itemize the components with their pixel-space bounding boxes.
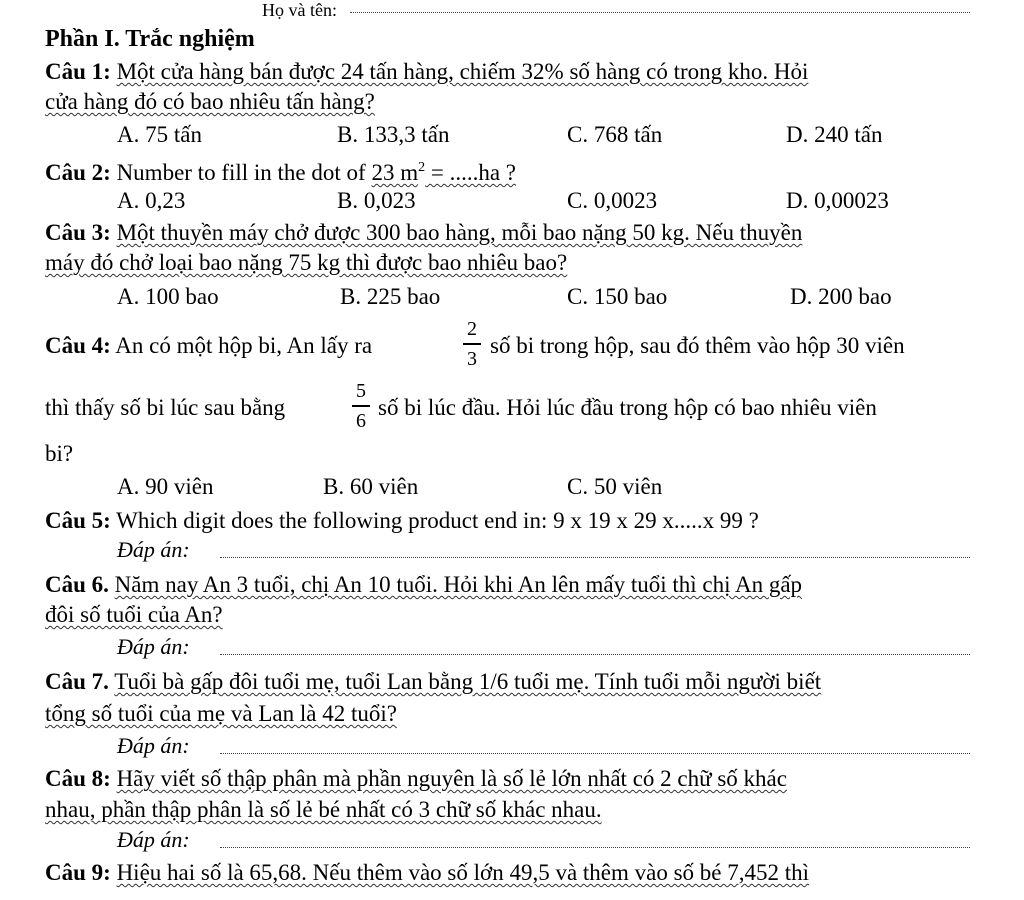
question-2-expr: 23 m	[371, 160, 419, 185]
question-3-label: Câu 3:	[45, 220, 111, 245]
question-8-text-1: Hãy viết số thập phân mà phần nguyên là số lẻ lớn nhất có 2 chữ số khác	[116, 766, 787, 791]
question-6-text-2: đôi số tuổi của An?	[45, 602, 223, 627]
section-title: Phần I. Trắc nghiệm	[45, 26, 255, 52]
name-label: Họ và tên:	[262, 0, 337, 20]
question-2-line	[45, 154, 516, 187]
question-7-answer-label: Đáp án:	[117, 733, 190, 758]
question-1-text-1: Một cửa hàng bán được 24 tấn hàng, chiếm 32% số hàng có trong kho. Hỏi	[116, 59, 809, 84]
question-6-answer-label: Đáp án:	[117, 634, 190, 659]
q4-option-a[interactable]: A. 90 viên	[117, 474, 214, 499]
question-8-label: Câu 8:	[45, 766, 111, 791]
q3-option-b[interactable]: B. 225 bao	[340, 284, 441, 309]
fraction-2-bar	[352, 405, 370, 407]
name-field-dots[interactable]	[350, 12, 970, 13]
question-9-text-1: Hiệu hai số là 65,68. Nếu thêm vào số lớn 49,5 và thêm vào số bé 7,452 thì	[116, 860, 810, 885]
question-1-label: Câu 1:	[45, 59, 111, 84]
q4-option-c[interactable]: C. 50 viên	[567, 474, 663, 499]
question-4-text-2b: số bi lúc đầu. Hỏi lúc đầu trong hộp có bao nhiêu viên	[378, 395, 877, 420]
q1-option-a[interactable]: A. 75 tấn	[117, 122, 202, 147]
question-8-line-1	[45, 765, 787, 793]
q1-option-c[interactable]: C. 768 tấn	[567, 122, 663, 147]
question-4-label: Câu 4:	[45, 333, 111, 358]
q2-option-b[interactable]: B. 0,023	[337, 188, 416, 213]
question-4-text-1a: An có một hộp bi, An lấy ra	[115, 333, 373, 358]
question-7-text-1: Tuổi bà gấp đôi tuổi mẹ, tuổi Lan bằng 1/6 tuổi mẹ. Tính tuổi mỗi người biết	[114, 669, 822, 694]
fraction-1-bar	[463, 343, 481, 345]
q4-option-b[interactable]: B. 60 viên	[323, 474, 419, 499]
question-3-text-1: Một thuyền máy chở được 300 bao hàng, mỗi bao nặng 50 kg. Nếu thuyền	[116, 220, 803, 245]
question-7-text-2: tổng số tuổi của mẹ và Lan là 42 tuổi?	[45, 701, 397, 726]
question-4-text-2a: thì thấy số bi lúc sau bằng	[45, 395, 286, 420]
q2-option-d[interactable]: D. 0,00023	[786, 188, 889, 213]
question-7-line-1	[45, 668, 821, 696]
fraction-1-denominator: 3	[467, 348, 477, 370]
question-2-label: Câu 2:	[45, 160, 111, 185]
q2-option-c[interactable]: C. 0,0023	[567, 188, 658, 213]
question-6-label: Câu 6.	[45, 572, 109, 597]
fraction-2-numerator: 5	[356, 380, 366, 402]
question-9-line-1	[45, 859, 809, 887]
question-6-text-1: Năm nay An 3 tuổi, chị An 10 tuổi. Hỏi khi An lên mấy tuổi thì chị An gấp	[114, 572, 803, 597]
question-3-text-2: máy đó chở loại bao nặng 75 kg thì được bao nhiêu bao?	[45, 250, 568, 275]
question-2-exponent: 2	[418, 160, 426, 175]
q3-option-a[interactable]: A. 100 bao	[117, 284, 219, 309]
question-8-answer-label: Đáp án:	[117, 827, 190, 852]
question-4-text-1b: số bi trong hộp, sau đó thêm vào hộp 30 viên	[490, 333, 905, 358]
q3-option-c[interactable]: C. 150 bao	[567, 284, 668, 309]
question-9-label: Câu 9:	[45, 860, 111, 885]
question-4-line-1a	[45, 332, 372, 360]
question-7-label: Câu 7.	[45, 669, 109, 694]
fraction-1-numerator: 2	[467, 318, 477, 340]
question-2-text-after: = .....ha ?	[425, 160, 516, 185]
question-5-answer-label: Đáp án:	[117, 537, 190, 562]
question-1-text-2: cửa hàng đó có bao nhiêu tấn hàng?	[45, 89, 375, 114]
q3-option-d[interactable]: D. 200 bao	[790, 284, 892, 309]
question-7-answer-field[interactable]	[220, 753, 970, 754]
question-3-line-1	[45, 219, 802, 247]
q1-option-d[interactable]: D. 240 tấn	[786, 122, 883, 147]
question-4-text-3: bi?	[45, 441, 74, 466]
question-5-label: Câu 5:	[45, 508, 111, 533]
question-6-answer-field[interactable]	[220, 654, 970, 655]
question-5-line	[45, 507, 759, 535]
question-5-answer-field[interactable]	[220, 557, 970, 558]
q2-option-a[interactable]: A. 0,23	[117, 188, 186, 213]
question-2-text: Number to fill in the dot of	[116, 160, 366, 185]
question-8-answer-field[interactable]	[220, 847, 970, 848]
question-8-text-2: nhau, phần thập phân là số lẻ bé nhất có 3 chữ số khác nhau.	[45, 797, 602, 822]
question-6-line-1	[45, 571, 802, 599]
q1-option-b[interactable]: B. 133,3 tấn	[337, 122, 450, 147]
question-1-line-1	[45, 58, 808, 86]
fraction-2-denominator: 6	[356, 410, 366, 432]
question-5-text: Which digit does the following product end in: 9 x 19 x 29 x.....x 99 ?	[116, 508, 759, 533]
